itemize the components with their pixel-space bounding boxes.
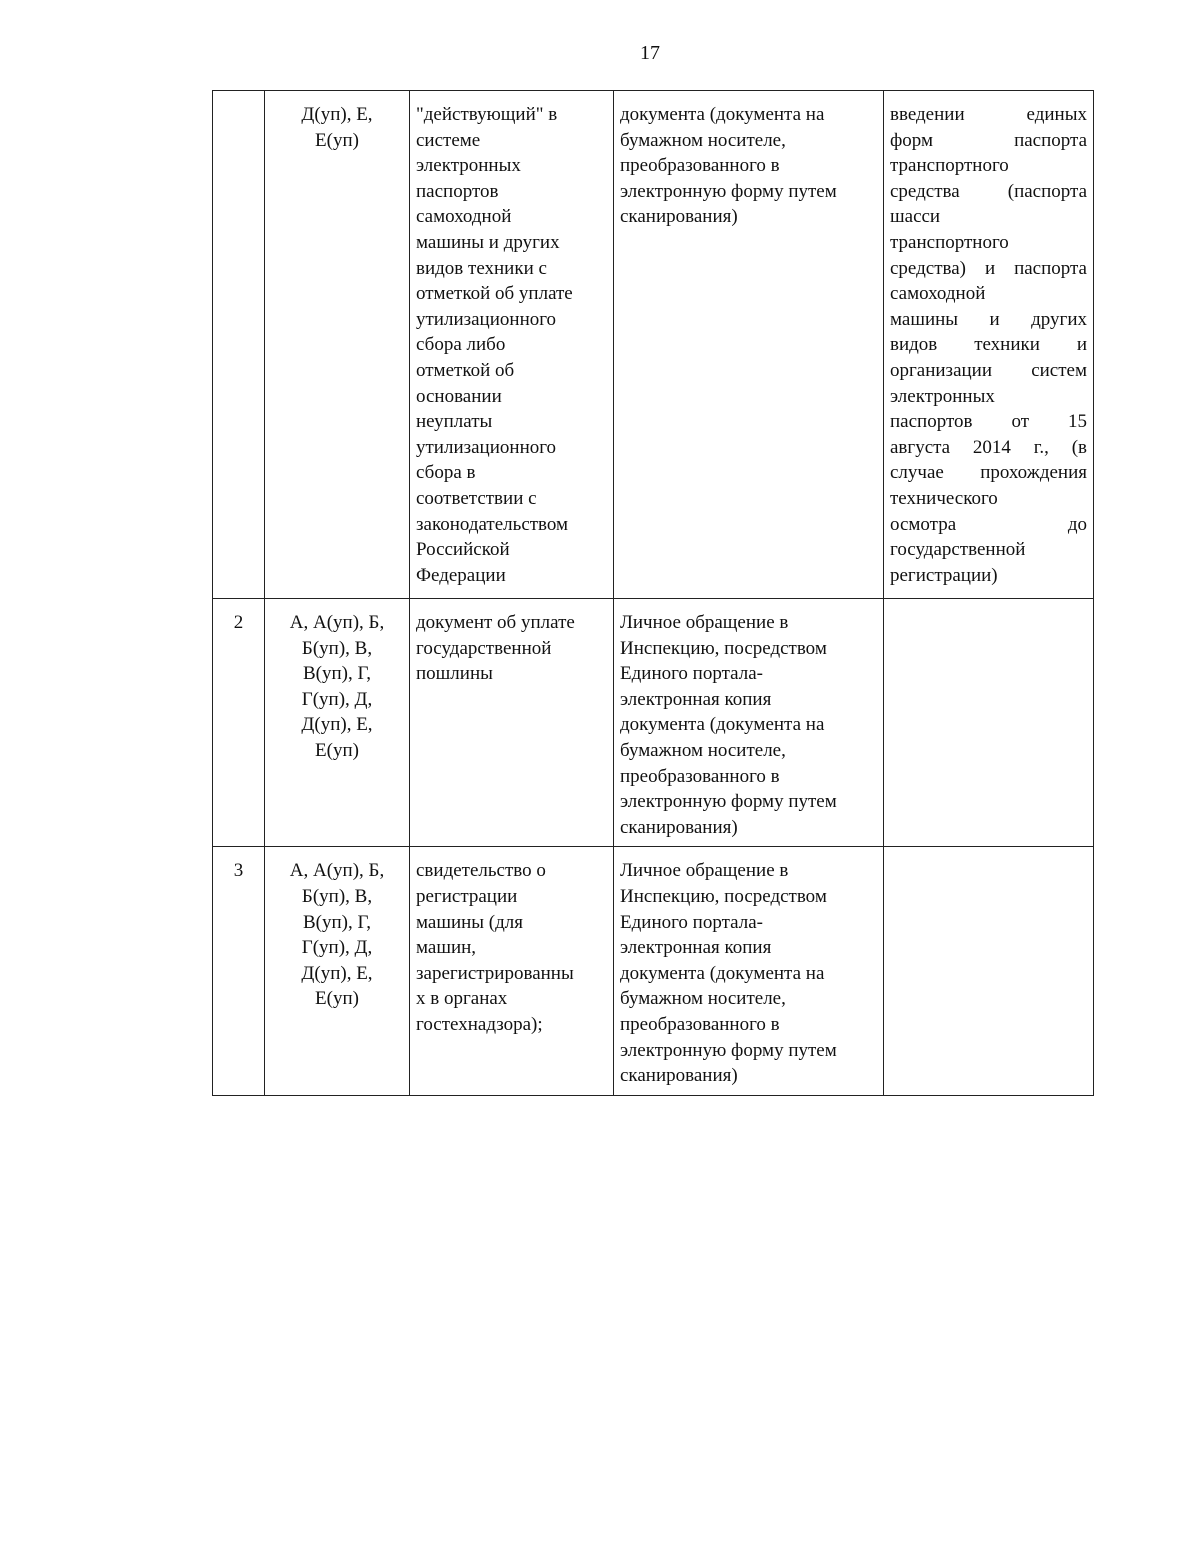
document-line: системе: [416, 129, 481, 151]
submission-method-cell: [614, 847, 884, 1095]
method-line: Инспекцию, посредством: [620, 637, 827, 659]
document-line: паспортов: [416, 180, 499, 202]
category-line: В(уп), Г,: [302, 663, 372, 685]
document-line: свидетельство о: [416, 860, 546, 882]
row-number: 2: [233, 612, 244, 633]
note-line: организации систем: [890, 359, 1087, 381]
method-line: Личное обращение в: [620, 860, 789, 882]
document-line: регистрации: [416, 885, 518, 907]
document-line: зарегистрированны: [416, 962, 574, 984]
category-line: В(уп), Г,: [302, 911, 372, 933]
note-line: машины и других: [890, 308, 1087, 330]
row-number-cell: [213, 599, 265, 847]
method-line: документа (документа на: [620, 962, 825, 984]
document-cell: [410, 599, 614, 847]
document-line: гостехнадзора);: [416, 1013, 543, 1035]
method-line: сканирования): [620, 816, 738, 838]
method-line: бумажном носителе,: [620, 739, 786, 761]
document-line: Федерации: [416, 564, 506, 586]
category-line: Д(уп), Е,: [301, 714, 373, 736]
table-body: [213, 91, 1094, 1096]
category-line: Д(уп), Е,: [301, 962, 373, 984]
note-line: технического: [890, 487, 998, 509]
note-line: государственной: [890, 539, 1026, 561]
method-line: преобразованного в: [620, 155, 780, 177]
categories-cell: [265, 91, 410, 599]
row-number: 3: [233, 860, 244, 882]
document-line: сбора в: [416, 462, 476, 484]
note-line: форм паспорта: [890, 129, 1087, 151]
document-line: отметкой об уплате: [416, 283, 573, 305]
note-cell: [884, 599, 1094, 847]
note-line: осмотра до: [890, 513, 1087, 535]
note-line: регистрации): [890, 564, 998, 586]
method-line: сканирования): [620, 206, 738, 228]
document-line: пошлины: [416, 663, 493, 685]
row-number-cell: [213, 91, 265, 599]
document-line: сбора либо: [416, 334, 506, 356]
category-line: Д(уп), Е,: [301, 104, 373, 125]
category-line: Е(уп): [315, 988, 359, 1010]
method-line: электронную форму путем: [620, 180, 837, 202]
submission-method-cell: [614, 599, 884, 847]
document-line: государственной: [416, 637, 552, 659]
method-line: документа (документа на: [620, 714, 825, 736]
note-line: самоходной: [890, 283, 986, 305]
document-line: электронных: [416, 155, 521, 177]
document-cell: [410, 847, 614, 1095]
method-line: документа (документа на: [620, 104, 825, 125]
method-line: Единого портала-: [620, 911, 763, 933]
document-line: Российской: [416, 539, 510, 561]
categories-cell: [265, 599, 410, 847]
method-line: Личное обращение в: [620, 612, 789, 633]
document-line: видов техники с: [416, 257, 547, 279]
document-line: машины (для: [416, 911, 524, 933]
note-cell: [884, 847, 1094, 1095]
category-line: Г(уп), Д,: [301, 688, 373, 710]
table-row: [213, 91, 1094, 599]
method-line: электронную форму путем: [620, 1039, 837, 1061]
categories-cell: [265, 847, 410, 1095]
method-line: бумажном носителе,: [620, 129, 786, 151]
note-cell: [884, 91, 1094, 599]
document-line: самоходной: [416, 206, 512, 228]
note-line: транспортного: [890, 155, 1009, 177]
method-line: электронная копия: [620, 688, 772, 710]
method-line: бумажном носителе,: [620, 988, 786, 1010]
document-line: "действующий" в: [416, 104, 558, 125]
category-line: А, А(уп), Б,: [289, 860, 385, 882]
submission-method-cell: [614, 91, 884, 599]
document-line: отметкой об: [416, 359, 515, 381]
documents-table: [212, 90, 1094, 1096]
document-line: машины и других: [416, 231, 560, 253]
document-cell: [410, 91, 614, 599]
method-line: Инспекцию, посредством: [620, 885, 827, 907]
document-line: х в органах: [416, 988, 508, 1010]
note-line: введении единых: [890, 104, 1087, 125]
method-line: сканирования): [620, 1065, 738, 1087]
note-line: средства (паспорта: [890, 180, 1087, 202]
method-line: преобразованного в: [620, 765, 780, 787]
note-line: паспортов от 15: [890, 411, 1087, 433]
document-line: машин,: [416, 937, 477, 959]
note-line: случае прохождения: [890, 462, 1087, 484]
document-line: законодательством: [416, 513, 569, 535]
method-line: электронная копия: [620, 937, 772, 959]
method-line: преобразованного в: [620, 1013, 780, 1035]
category-line: Е(уп): [315, 129, 359, 151]
note-line: августа 2014 г., (в: [890, 436, 1087, 458]
document-line: основании: [416, 385, 502, 407]
document-line: утилизационного: [416, 308, 557, 330]
document-line: документ об уплате: [416, 612, 575, 633]
category-line: Г(уп), Д,: [301, 937, 373, 959]
note-line: средства) и паспорта: [890, 257, 1087, 279]
category-line: А, А(уп), Б,: [289, 612, 385, 633]
document-line: неуплаты: [416, 411, 493, 433]
method-line: Единого портала-: [620, 663, 763, 685]
page-number: 17: [640, 42, 660, 64]
category-line: Е(уп): [315, 739, 359, 761]
document-line: соответствии с: [416, 487, 537, 509]
note-line: шасси: [890, 206, 941, 228]
note-line: транспортного: [890, 231, 1009, 253]
table-row: [213, 847, 1094, 1095]
category-line: Б(уп), В,: [301, 885, 373, 907]
table-row: [213, 599, 1094, 847]
note-line: видов техники и: [890, 334, 1087, 356]
category-line: Б(уп), В,: [301, 637, 373, 659]
document-line: утилизационного: [416, 436, 557, 458]
note-line: электронных: [890, 385, 995, 407]
row-number-cell: [213, 847, 265, 1095]
method-line: электронную форму путем: [620, 791, 837, 813]
